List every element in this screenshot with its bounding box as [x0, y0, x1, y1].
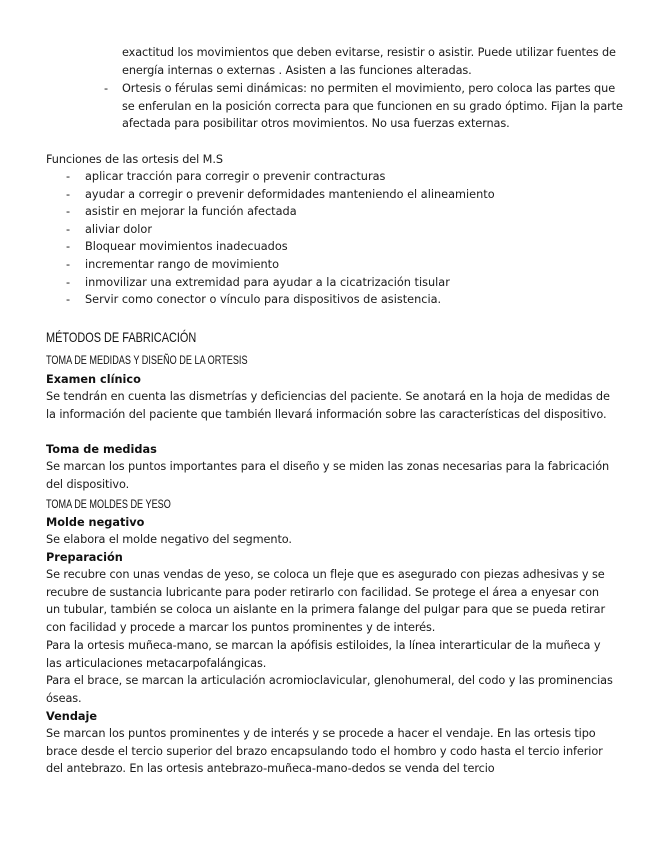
bandage-title: Vendaje — [46, 710, 98, 723]
list-item — [66, 186, 626, 204]
dash-marker: - — [66, 222, 71, 236]
dash-marker: - — [66, 275, 71, 289]
negative-mold-paragraph: Se elabora el molde negativo del segmento. — [46, 533, 292, 546]
dash-marker: - — [66, 293, 71, 307]
list-item-text: Servir como conector o vínculo para dispositivos de asistencia. — [85, 293, 442, 307]
bandage-paragraph: Se marcan los puntos prominentes y de interés y se procede a hacer el vendaje. En las ortesis tipo brace desde el tercio superior del brazo encapsulando todo el hombro y codo hasta el tercio inferior del antebrazo. En las ortesis antebrazo-muñeca-mano-dedos se venda del tercio — [46, 727, 603, 776]
list-item — [66, 256, 626, 274]
list-item-text: incrementar rango de movimiento — [85, 257, 280, 271]
negative-mold-title: Molde negativo — [46, 516, 145, 529]
semi-dynamic-orthosis-text: Ortesis o férulas semi dinámicas: no permiten el movimiento, pero coloca las partes que se enferulan en la posición correcta para que funcionen en su grado óptimo. Fijan la parte afectada para posibilitar otros movimientos. No usa fuerzas externas. — [122, 82, 623, 131]
list-item — [66, 168, 626, 186]
list-item-text: aplicar tracción para corregir o prevenir contracturas — [85, 170, 386, 183]
intro-continuation-paragraph: exactitud los movimientos que deben evitarse, resistir o asistir. Puede utilizar fuentes de energía internas o externas . Asisten a las funciones alteradas. — [122, 46, 616, 77]
measurements-title: Toma de medidas — [46, 443, 157, 456]
measurements-design-heading: TOMA DE MEDIDAS Y DISEÑO DE LA ORTESIS — [46, 353, 248, 367]
preparation-title: Preparación — [46, 551, 123, 564]
list-item — [66, 221, 626, 239]
list-item-text: ayudar a corregir o prevenir deformidades manteniendo el alineamiento — [85, 187, 495, 201]
list-item — [66, 291, 626, 309]
clinical-exam-paragraph: Se tendrán en cuenta las dismetrías y deficiencias del paciente. Se anotará en la hoja de medidas de la información del paciente que también llevará información sobre las características del dispositivo. — [46, 390, 610, 421]
clinical-exam-title: Examen clínico — [46, 373, 141, 386]
plaster-molds-heading: TOMA DE MOLDES DE YESO — [46, 497, 171, 511]
dash-marker: - — [66, 257, 71, 271]
list-item — [66, 238, 626, 256]
functions-title: Funciones de las ortesis del M.S — [46, 153, 223, 166]
list-item-text: Bloquear movimientos inadecuados — [85, 240, 288, 254]
dash-marker: - — [104, 82, 108, 95]
functions-list — [66, 168, 626, 309]
preparation-paragraph-1: Se recubre con unas vendas de yeso, se coloca un fleje que es asegurado con piezas adhesivas y se recubre de sustancia lubricante para poder retirarlo con facilidad. Se protege el área a enyesar con un tubular, también se coloca un aislante en la primera falange del pulgar para que se pueda retirar con facilidad y procede a marcar los puntos prominentes y de interés. — [46, 568, 606, 634]
dash-marker: - — [66, 240, 71, 254]
preparation-paragraph-2: Para la ortesis muñeca-mano, se marcan la apófisis estiloides, la línea interarticular de la muñeca y las articulaciones metacarpofalángicas. — [46, 639, 601, 670]
dash-marker: - — [66, 187, 71, 201]
list-item-text: inmovilizar una extremidad para ayudar a la cicatrización tisular — [85, 275, 450, 289]
list-item-text: aliviar dolor — [85, 222, 152, 236]
methods-heading: MÉTODOS DE FABRICACIÓN — [46, 329, 197, 345]
dash-marker: - — [66, 205, 71, 219]
preparation-paragraph-3: Para el brace, se marcan la articulación acromioclavicular, glenohumeral, del codo y las prominencias óseas. — [46, 674, 613, 705]
list-item-text: asistir en mejorar la función afectada — [85, 205, 297, 219]
list-item — [66, 274, 626, 292]
semi-dynamic-orthosis-item — [104, 80, 624, 133]
dash-marker: - — [66, 170, 71, 183]
list-item — [66, 203, 626, 221]
measurements-paragraph: Se marcan los puntos importantes para el diseño y se miden las zonas necesarias para la fabricación del dispositivo. — [46, 460, 610, 491]
